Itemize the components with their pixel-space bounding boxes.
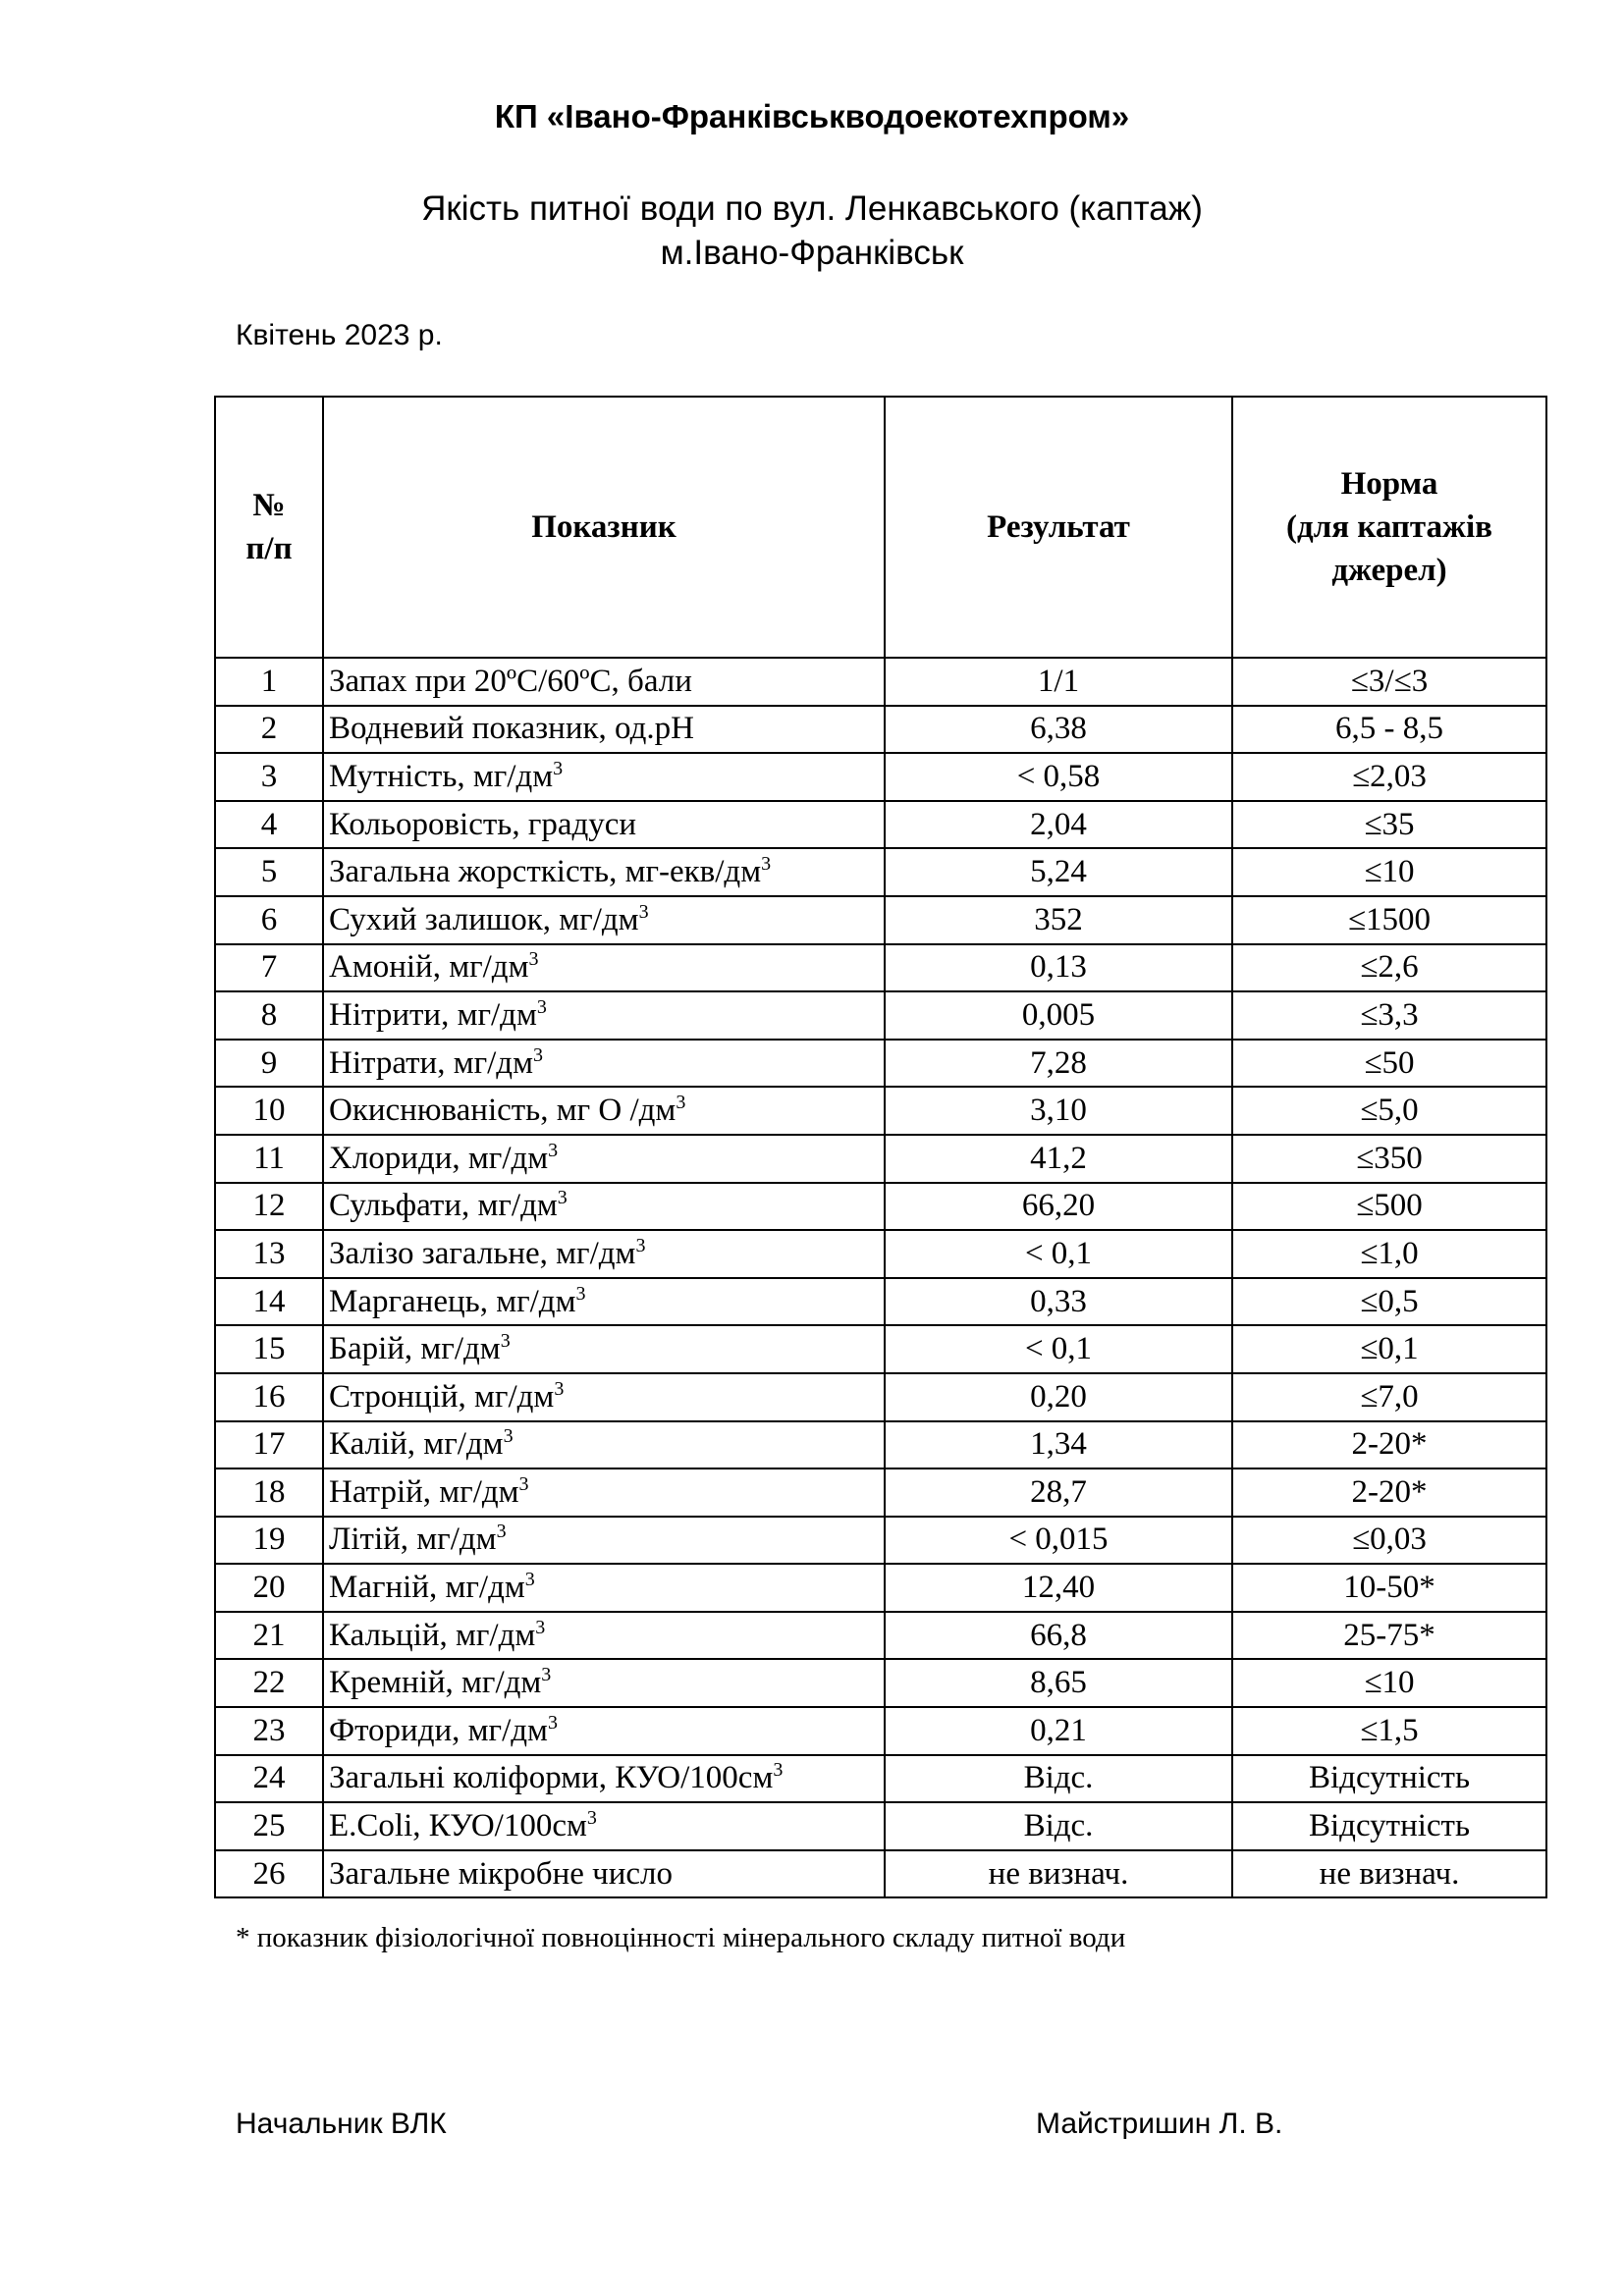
row-number: 18 [215, 1468, 323, 1517]
header-result: Результат [885, 397, 1232, 658]
result-value: 41,2 [885, 1135, 1232, 1183]
row-number: 26 [215, 1850, 323, 1898]
indicator-name: Нітрати, мг/дм [329, 1044, 533, 1081]
table-row [215, 848, 1546, 896]
indicator-name-cell [323, 848, 885, 896]
header-norm-line-1: Норма [1340, 466, 1438, 502]
table-row [215, 944, 1546, 992]
unit-superscript: 3 [761, 853, 772, 876]
indicator-name: Фториди, мг/дм [329, 1712, 548, 1748]
row-number: 25 [215, 1802, 323, 1850]
table-row [215, 1373, 1546, 1421]
table-row [215, 1040, 1546, 1088]
indicator-name: Стронцій, мг/дм [329, 1378, 555, 1415]
heading-line-1: Якість питної води по вул. Ленкавського (каптаж) [421, 189, 1203, 228]
unit-superscript: 3 [676, 1092, 686, 1114]
unit-superscript: 3 [535, 1616, 546, 1638]
table-row [215, 1325, 1546, 1373]
result-value: Відс. [885, 1755, 1232, 1803]
table-row [215, 1707, 1546, 1755]
result-value: Відс. [885, 1802, 1232, 1850]
norm-value: ≤0,1 [1232, 1325, 1546, 1373]
unit-superscript: 3 [586, 1807, 597, 1830]
header-norm [1232, 397, 1546, 658]
row-number: 10 [215, 1087, 323, 1135]
organization-title: КП «Івано-Франківськводоекотехпром» [494, 98, 1130, 134]
unit-superscript: 3 [500, 1330, 511, 1353]
row-number: 3 [215, 753, 323, 801]
indicator-name: Магній, мг/дм [329, 1570, 525, 1606]
table-row [215, 896, 1546, 944]
table-row [215, 658, 1546, 706]
indicator-name: Сухий залишок, мг/дм [329, 901, 639, 937]
norm-value: Відсутність [1232, 1802, 1546, 1850]
indicator-name-cell [323, 1421, 885, 1469]
unit-superscript: 3 [541, 1664, 552, 1686]
result-value: 0,21 [885, 1707, 1232, 1755]
table-row [215, 1135, 1546, 1183]
row-number: 6 [215, 896, 323, 944]
result-value: 0,33 [885, 1278, 1232, 1326]
indicator-name-cell [323, 801, 885, 849]
norm-value: ≤0,5 [1232, 1278, 1546, 1326]
document-heading [0, 187, 1624, 275]
indicator-name: Нітрити, мг/дм [329, 996, 537, 1033]
result-value: 0,13 [885, 944, 1232, 992]
unit-superscript: 3 [575, 1282, 586, 1305]
norm-value: ≤1500 [1232, 896, 1546, 944]
row-number: 7 [215, 944, 323, 992]
indicator-name-cell [323, 753, 885, 801]
row-number: 20 [215, 1564, 323, 1612]
table-row [215, 1564, 1546, 1612]
table-row [215, 1278, 1546, 1326]
table-row [215, 1659, 1546, 1707]
table-row [215, 1612, 1546, 1660]
result-value: < 0,58 [885, 753, 1232, 801]
indicator-name: Водневий показник, од.рН [329, 711, 694, 747]
unit-superscript: 3 [518, 1472, 529, 1495]
indicator-name: E.Coli, КУО/100см [329, 1808, 587, 1844]
norm-value: 2-20* [1232, 1468, 1546, 1517]
indicator-name: Калій, мг/дм [329, 1426, 504, 1463]
unit-superscript: 3 [547, 1711, 558, 1734]
row-number: 16 [215, 1373, 323, 1421]
norm-value: ≤7,0 [1232, 1373, 1546, 1421]
norm-value: ≤50 [1232, 1040, 1546, 1088]
result-value: 2,04 [885, 801, 1232, 849]
row-number: 5 [215, 848, 323, 896]
norm-value: ≤3/≤3 [1232, 658, 1546, 706]
result-value: 7,28 [885, 1040, 1232, 1088]
row-number: 9 [215, 1040, 323, 1088]
result-value: 0,20 [885, 1373, 1232, 1421]
row-number: 21 [215, 1612, 323, 1660]
result-value: 5,24 [885, 848, 1232, 896]
indicator-name: Мутність, мг/дм [329, 758, 554, 794]
table-header-row [215, 397, 1546, 658]
norm-value: ≤1,5 [1232, 1707, 1546, 1755]
indicator-name-cell [323, 1278, 885, 1326]
row-number: 23 [215, 1707, 323, 1755]
result-value: 66,8 [885, 1612, 1232, 1660]
indicator-name-cell [323, 1183, 885, 1231]
row-number: 11 [215, 1135, 323, 1183]
table-row [215, 801, 1546, 849]
norm-value: ≤2,6 [1232, 944, 1546, 992]
table-body [215, 658, 1546, 1897]
indicator-name-cell [323, 706, 885, 754]
indicator-name-cell [323, 1040, 885, 1088]
indicator-name-cell [323, 1564, 885, 1612]
indicator-name: Кальцій, мг/дм [329, 1617, 536, 1653]
indicator-name-cell [323, 1659, 885, 1707]
unit-superscript: 3 [503, 1425, 514, 1448]
unit-superscript: 3 [638, 900, 649, 923]
norm-value: ≤5,0 [1232, 1087, 1546, 1135]
row-number: 19 [215, 1517, 323, 1565]
row-number: 8 [215, 991, 323, 1040]
unit-superscript: 3 [536, 995, 547, 1018]
norm-value: 6,5 - 8,5 [1232, 706, 1546, 754]
norm-value: не визнач. [1232, 1850, 1546, 1898]
table-row [215, 1087, 1546, 1135]
indicator-name: Окиснюваність, мг О /дм [329, 1093, 677, 1129]
indicator-name: Натрій, мг/дм [329, 1473, 519, 1510]
indicator-name: Загальна жорсткість, мг-екв/дм [329, 854, 762, 890]
footnote: * показник фізіологічної повноцінності мінерального складу питної води [236, 1922, 1126, 1953]
indicator-name-cell [323, 658, 885, 706]
unit-superscript: 3 [773, 1759, 784, 1782]
indicator-name: Барій, мг/дм [329, 1331, 501, 1367]
result-value: < 0,015 [885, 1517, 1232, 1565]
indicator-name: Амоній, мг/дм [329, 949, 529, 986]
result-value: 6,38 [885, 706, 1232, 754]
indicator-name-cell [323, 1755, 885, 1803]
table-row [215, 1230, 1546, 1278]
indicator-name: Марганець, мг/дм [329, 1283, 576, 1319]
header-norm-line-3: джерел) [1331, 553, 1447, 588]
unit-superscript: 3 [524, 1569, 535, 1591]
norm-value: ≤10 [1232, 1659, 1546, 1707]
row-number: 24 [215, 1755, 323, 1803]
header-indicator: Показник [323, 397, 885, 658]
unit-superscript: 3 [528, 948, 539, 971]
result-value: 1,34 [885, 1421, 1232, 1469]
indicator-name: Кремній, мг/дм [329, 1665, 542, 1701]
unit-superscript: 3 [557, 1187, 568, 1209]
indicator-name: Загальне мікробне число [329, 1855, 674, 1892]
result-value: 66,20 [885, 1183, 1232, 1231]
table-row [215, 1850, 1546, 1898]
indicator-name: Літій, мг/дм [329, 1522, 497, 1558]
row-number: 13 [215, 1230, 323, 1278]
unit-superscript: 3 [553, 757, 564, 779]
header-number [215, 397, 323, 658]
table-row [215, 1183, 1546, 1231]
table-row [215, 991, 1546, 1040]
indicator-name: Залізо загальне, мг/дм [329, 1235, 636, 1271]
indicator-name-cell [323, 1325, 885, 1373]
indicator-name-cell [323, 944, 885, 992]
report-period: Квітень 2023 р. [236, 319, 443, 351]
heading-line-2: м.Івано-Франківськ [660, 234, 964, 272]
indicator-name: Загальні коліформи, КУО/100см [329, 1760, 774, 1796]
indicator-name-cell [323, 1850, 885, 1898]
indicator-name-cell [323, 896, 885, 944]
norm-value: ≤350 [1232, 1135, 1546, 1183]
row-number: 15 [215, 1325, 323, 1373]
norm-value: ≤1,0 [1232, 1230, 1546, 1278]
table-row [215, 1421, 1546, 1469]
norm-value: ≤0,03 [1232, 1517, 1546, 1565]
unit-superscript: 3 [532, 1043, 543, 1066]
row-number: 22 [215, 1659, 323, 1707]
row-number: 17 [215, 1421, 323, 1469]
result-value: 8,65 [885, 1659, 1232, 1707]
indicator-name-cell [323, 1373, 885, 1421]
indicator-name: Кольоровість, градуси [329, 806, 637, 842]
norm-value: ≤3,3 [1232, 991, 1546, 1040]
unit-superscript: 3 [496, 1521, 507, 1543]
header-number-line-2: п/п [245, 531, 293, 566]
result-value: < 0,1 [885, 1325, 1232, 1373]
indicator-name: Хлориди, мг/дм [329, 1140, 549, 1176]
indicator-name-cell [323, 1517, 885, 1565]
indicator-name-cell [323, 1802, 885, 1850]
row-number: 1 [215, 658, 323, 706]
norm-value: ≤10 [1232, 848, 1546, 896]
norm-value: ≤500 [1232, 1183, 1546, 1231]
table-row [215, 706, 1546, 754]
header-number-line-1: № [252, 488, 286, 523]
norm-value: 25-75* [1232, 1612, 1546, 1660]
norm-value: ≤2,03 [1232, 753, 1546, 801]
water-quality-table-container [214, 396, 1547, 1898]
table-row [215, 753, 1546, 801]
signer-position: Начальник ВЛК [236, 2108, 447, 2140]
water-quality-table [214, 396, 1547, 1898]
result-value: < 0,1 [885, 1230, 1232, 1278]
indicator-name: Сульфати, мг/дм [329, 1188, 558, 1224]
indicator-name-cell [323, 1707, 885, 1755]
norm-value: ≤35 [1232, 801, 1546, 849]
indicator-name-cell [323, 991, 885, 1040]
row-number: 4 [215, 801, 323, 849]
unit-superscript: 3 [548, 1139, 559, 1161]
indicator-name-cell [323, 1230, 885, 1278]
result-value: 352 [885, 896, 1232, 944]
unit-superscript: 3 [554, 1377, 565, 1400]
row-number: 2 [215, 706, 323, 754]
indicator-name-cell [323, 1087, 885, 1135]
table-row [215, 1517, 1546, 1565]
unit-superscript: 3 [635, 1234, 646, 1256]
norm-value: 2-20* [1232, 1421, 1546, 1469]
signer-name: Майстришин Л. В. [1036, 2108, 1283, 2140]
result-value: 1/1 [885, 658, 1232, 706]
table-row [215, 1802, 1546, 1850]
norm-value: Відсутність [1232, 1755, 1546, 1803]
header-norm-line-2: (для каптажів [1286, 509, 1492, 545]
result-value: 3,10 [885, 1087, 1232, 1135]
indicator-name-cell [323, 1135, 885, 1183]
result-value: не визнач. [885, 1850, 1232, 1898]
row-number: 12 [215, 1183, 323, 1231]
table-row [215, 1755, 1546, 1803]
result-value: 12,40 [885, 1564, 1232, 1612]
indicator-name-cell [323, 1468, 885, 1517]
norm-value: 10-50* [1232, 1564, 1546, 1612]
table-row [215, 1468, 1546, 1517]
result-value: 0,005 [885, 991, 1232, 1040]
indicator-name: Запах при 20ºС/60ºС, бали [329, 663, 692, 699]
result-value: 28,7 [885, 1468, 1232, 1517]
row-number: 14 [215, 1278, 323, 1326]
indicator-name-cell [323, 1612, 885, 1660]
